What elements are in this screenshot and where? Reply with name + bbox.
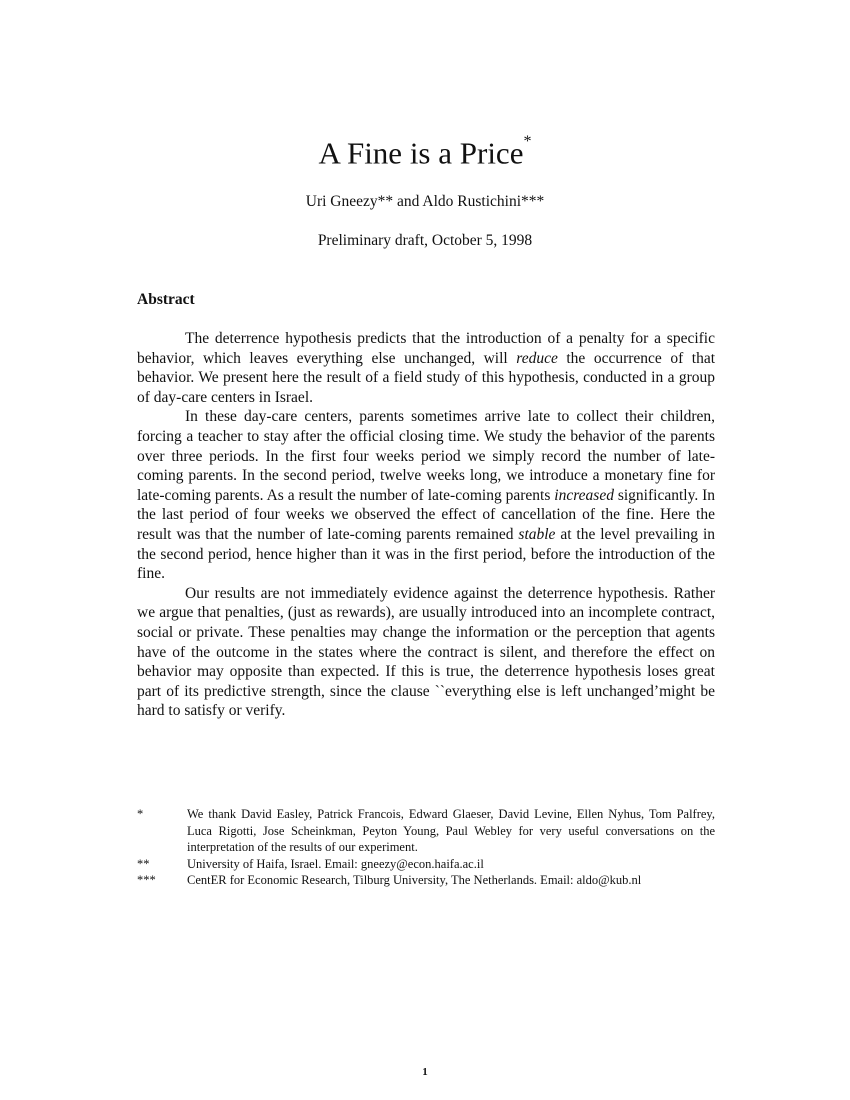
footnote-mark: ** bbox=[137, 856, 150, 871]
footnote-mark: *** bbox=[137, 873, 156, 887]
title-text: A Fine is a Price bbox=[318, 135, 524, 171]
abstract-paragraph-2 bbox=[137, 407, 715, 583]
footnotes bbox=[137, 806, 715, 889]
emphasis-reduce: reduce bbox=[516, 349, 558, 367]
emphasis-stable: stable bbox=[518, 525, 556, 543]
abstract-body bbox=[137, 329, 715, 721]
footnote-text: We thank David Easley, Patrick Francois, Edward Glaeser, David Levine, Ellen Nyhus, Tom Palfrey, Luca Rigotti, Jose Scheinkman, Peyton Young, Paul Webley for very useful conversations on the interpretation of the results of our experiment. bbox=[187, 807, 715, 854]
footnote bbox=[137, 806, 715, 856]
abstract-text: In these day-care centers, parents sometimes arrive late to collect their children, forcing a teacher to stay after the official closing time. We study the behavior of the parents over three periods. In the first four weeks period we simply record the number of late-coming parents. In the second period, twelve weeks long, we introduce a monetary fine for late-coming parents. As a result the number of late-coming parents bbox=[137, 408, 715, 504]
footnote bbox=[137, 872, 715, 889]
abstract-text: significantly. In the last period of four weeks we observed the effect of cancellation of the fine. Here the result was that the number of late-coming parents remained bbox=[137, 486, 716, 543]
footnote-text: CentER for Economic Research, Tilburg University, The Netherlands. Email: aldo@kub.nl bbox=[187, 873, 642, 887]
footnote bbox=[137, 856, 715, 873]
abstract-text: the occurrence of that behavior. We present here the result of a field study of this hypothesis, conducted in a group of day-care centers in Israel. bbox=[137, 349, 716, 406]
authors-line: Uri Gneezy** and Aldo Rustichini*** bbox=[305, 193, 545, 210]
abstract-paragraph-3: Our results are not immediately evidence against the deterrence hypothesis. Rather we argue that penalties, (just as rewards), are usually introduced into an incomplete contract, social or private. These penalties may change the information or the perception that agents have of the outcome in the states where the contract is silent, and therefore the effect on behavior may opposite than expected. If this is true, the deterrence hypothesis loses great part of its predictive strength, since the clause ``everything else is left unchanged’might be hard to satisfy or verify. bbox=[137, 584, 715, 720]
paper-title bbox=[0, 128, 850, 173]
page-number: 1 bbox=[422, 1066, 428, 1078]
draft-date: Preliminary draft, October 5, 1998 bbox=[317, 232, 533, 249]
abstract-text: The deterrence hypothesis predicts that the introduction of a penalty for a specific behavior, which leaves everything else unchanged, will bbox=[137, 330, 715, 367]
abstract-paragraph-1 bbox=[137, 329, 715, 407]
footnote-mark: * bbox=[137, 807, 144, 821]
emphasis-increased: increased bbox=[554, 486, 614, 504]
abstract-text: at the level prevailing in the second period, hence higher than it was in the first period, before the introduction of the fine. bbox=[137, 525, 716, 583]
title-footnote-mark: * bbox=[523, 133, 532, 150]
footnote-text: University of Haifa, Israel. Email: gneezy@econ.haifa.ac.il bbox=[187, 856, 484, 871]
abstract-heading: Abstract bbox=[137, 291, 195, 308]
